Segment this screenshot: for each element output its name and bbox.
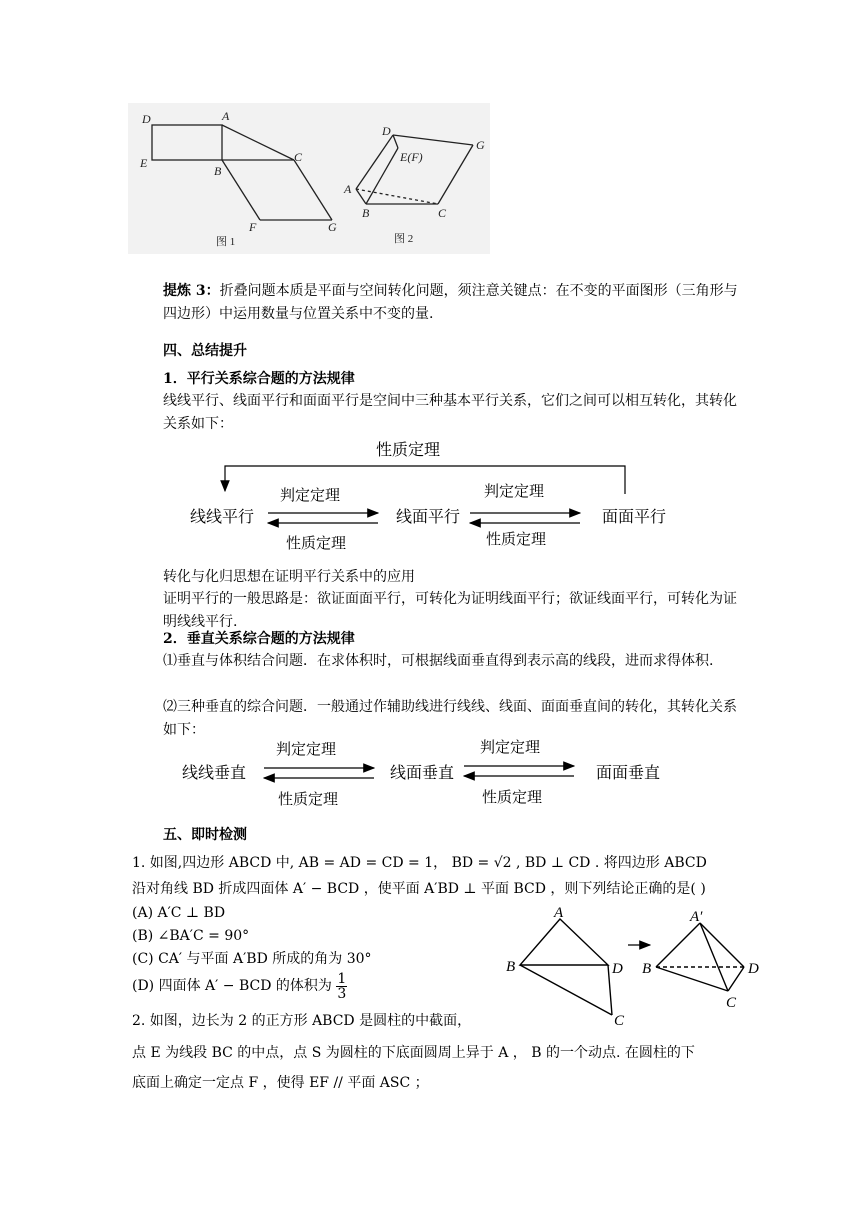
q1-fig-right-B: B [642,961,652,977]
section4-sub2-item2: ⑵三种垂直的综合问题．一般通过作辅助线进行线线、线面、面面垂直间的转化，其转化关系如下： [163,699,737,738]
q1-fig-right-C: C [726,995,737,1011]
parallel-top-label: 性质定理 [376,442,441,459]
fig1-label-B: B [214,164,222,178]
fig1-label-D: D [142,112,151,126]
q2-line2: 点 E 为线段 BC 的中点，点 S 为圆柱的下底面圆周上异于 A ， B 的一个动点. 在圆柱的下 [132,1045,695,1061]
parallel-arrow2-bottom: 性质定理 [486,532,547,548]
q1-fig-left-D: D [612,961,623,977]
section4-sub1-line1: 转化与化归思想在证明平行关系中的应用 [163,569,415,585]
perp-node3: 面面垂直 [596,765,661,782]
q1-fig-right-D: D [748,961,759,977]
section4-sub2-item1: ⑴垂直与体积结合问题．在求体积时，可根据线面垂直得到表示高的线段，进而求得体积. [163,653,714,669]
fig2-label-C: C [438,206,447,220]
section4-sub2-title: 2．垂直关系综合题的方法规律 [163,631,355,647]
q1-fig-left-A: A [554,905,564,921]
fig2-label-EF: E(F) [400,150,423,164]
fig1-label-C: C [294,150,303,164]
q1-fig-left-C: C [614,1013,625,1029]
parallel-node2: 线面平行 [396,509,461,526]
fig1-label-G: G [328,220,337,234]
q1-option-b: (B) ∠BA′C = 90° [132,928,250,944]
section4-sub1-title: 1．平行关系综合题的方法规律 [163,371,355,387]
q1-option-d: (D) 四面体 A′ − BCD 的体积为 [132,978,332,994]
fraction-numerator: 1 [337,970,347,987]
perp-node2: 线面垂直 [390,765,455,782]
fold-figure-svg [128,103,490,254]
q1-option-a: (A) A′C ⊥ BD [132,905,226,921]
section4-sub1-line2: 证明平行的一般思路是：欲证面面平行，可转化为证明线面平行；欲证线面平行，可转化为证明线线平行. [163,591,737,630]
refine3-text: 折叠问题本质是平面与空间转化问题，须注意关键点：在不变的平面图形（三角形与四边形）中运用数量与位置关系中不变的量. [163,283,738,322]
perp-arrow2-top: 判定定理 [480,740,541,756]
fig2-label-B: B [362,206,370,220]
parallel-node1: 线线平行 [190,509,255,526]
parallel-diagram [180,436,700,556]
fig2-label-D: D [382,124,391,138]
q1-fig-left-B: B [506,959,516,975]
q2-line1: 2. 如图，边长为 2 的正方形 ABCD 是圆柱的中截面， [132,1013,472,1029]
fig1-label-F: F [249,220,257,234]
section4-title: 四、总结提升 [163,343,247,359]
fig1-caption: 图 1 [216,236,236,248]
fig1-label-A: A [222,109,230,123]
q2-line3: 底面上确定一定点 F ，使得 EF // 平面 ASC ； [132,1075,429,1091]
fig1-label-E: E [140,156,148,170]
fold-figure-photo [128,103,490,254]
q1-stem-line2: 沿对角线 BD 折成四面体 A′ − BCD ，使平面 A′BD ⊥ 平面 BCD ，则下列结论正确的是( ) [132,881,706,897]
refine3-label: 提炼 3： [163,283,220,299]
refine3-paragraph [163,280,741,326]
fig2-label-A: A [344,182,352,196]
fig2-caption: 图 2 [394,233,414,245]
perp-arrow1-top: 判定定理 [276,742,337,758]
parallel-node3: 面面平行 [602,509,667,526]
section5-title: 五、即时检测 [163,827,247,843]
q1-option-c: (C) CA′ 与平面 A′BD 所成的角为 30° [132,951,372,967]
q1-stem-line1: 1. 如图,四边形 ABCD 中, AB = AD = CD = 1， BD = √2 , BD ⊥ CD . 将四边形 ABCD [132,855,707,871]
perp-arrow1-bottom: 性质定理 [278,792,339,808]
q1-fig-right-A: A′ [690,909,703,925]
parallel-arrow1-top: 判定定理 [280,488,341,504]
q1-option-d-fraction [336,972,347,1001]
section4-sub1-intro: 线线平行、线面平行和面面平行是空间中三种基本平行关系，它们之间可以相互转化，其转化关系如下： [163,393,737,432]
parallel-arrow2-top: 判定定理 [484,484,545,500]
perpendicular-diagram [180,734,700,814]
fig2-label-G: G [476,138,485,152]
perp-arrow2-bottom: 性质定理 [482,790,543,806]
parallel-arrow1-bottom: 性质定理 [286,536,347,552]
perp-node1: 线线垂直 [182,765,247,782]
q1-option-d-wrap [132,964,347,1008]
fraction-denominator: 3 [337,985,347,1002]
